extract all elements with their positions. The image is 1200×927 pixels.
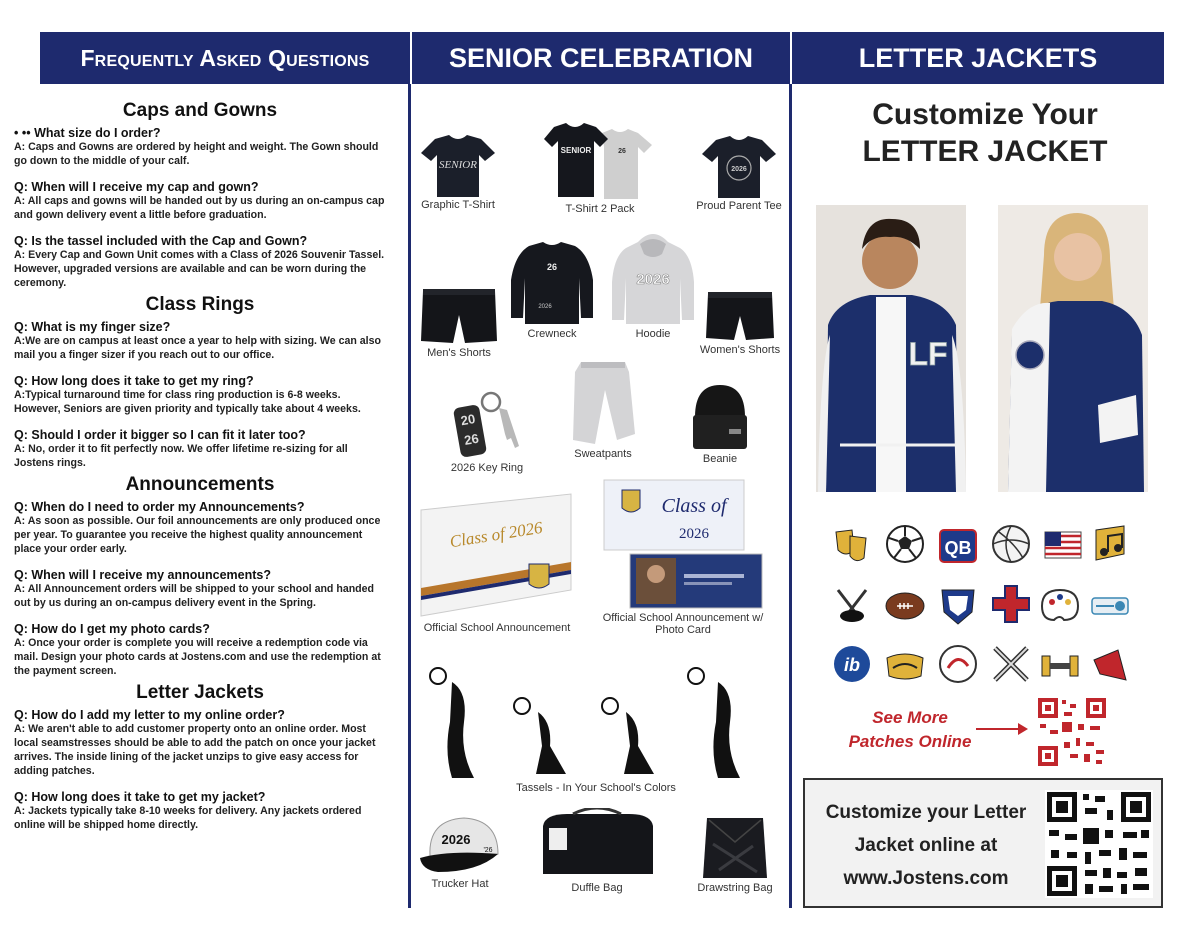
shorts-image bbox=[419, 287, 499, 345]
faq-question: Q: How long does it take to get my jacket? bbox=[14, 790, 266, 804]
product-label: Men's Shorts bbox=[427, 347, 491, 359]
patch-palette-icon bbox=[1040, 586, 1080, 626]
faq-question: Q: How do I get my photo cards? bbox=[14, 622, 210, 636]
arrow-right-icon bbox=[974, 720, 1030, 738]
patch-qb-icon bbox=[938, 526, 978, 566]
customize-online-box bbox=[803, 778, 1163, 908]
svg-text:20: 20 bbox=[459, 411, 477, 429]
product-announcement-photo bbox=[598, 478, 768, 636]
faq-column bbox=[14, 96, 386, 844]
patch-megaphone-icon bbox=[1090, 646, 1130, 686]
caps-gowns-title: Caps and Gowns bbox=[122, 100, 278, 121]
product-label: Trucker Hat bbox=[431, 878, 489, 890]
customize-title-line1: Customize Your bbox=[872, 98, 1098, 131]
faq-question-text: What size do I order? bbox=[34, 126, 161, 140]
faq-answer: A: As soon as possible. Our foil announcements are only produced once per year. To guarantee you receive the highest quality announcement place your order early. bbox=[14, 515, 381, 555]
faq-answer: A: Caps and Gowns are ordered by height and weight. The Gown should go down to the middle of your calf. bbox=[14, 141, 379, 167]
jacket-letter: LF bbox=[908, 336, 948, 372]
faq-question: Q: How long does it take to get my ring? bbox=[14, 374, 254, 388]
crew-print: 2026 bbox=[538, 304, 552, 310]
faq-answer: A: Every Cap and Gown Unit comes with a Class of 2026 Souvenir Tassel. However, upgraded versions are available and can be worn during the ceremony. bbox=[14, 249, 385, 289]
faq-question: Q: How do I add my letter to my online order? bbox=[14, 708, 285, 722]
jacket-photo-image bbox=[816, 205, 966, 492]
patch-flag-icon bbox=[1043, 526, 1083, 566]
product-label: Proud Parent Tee bbox=[696, 200, 782, 212]
duffle-image bbox=[537, 808, 657, 880]
hat-image bbox=[418, 814, 502, 876]
bullet-marks: • •• bbox=[14, 126, 31, 140]
product-key-ring bbox=[444, 390, 530, 474]
svg-text:26: 26 bbox=[463, 430, 480, 449]
keyring-image bbox=[447, 390, 527, 460]
tshirt-pack-image bbox=[540, 123, 660, 201]
patch-ib-icon bbox=[832, 644, 872, 684]
patch-band-icon bbox=[885, 646, 925, 686]
sweatpants-image bbox=[565, 360, 641, 446]
patch-football-icon bbox=[885, 586, 925, 626]
hat-print: '26 bbox=[483, 847, 493, 854]
patch-theatre-icon bbox=[832, 526, 872, 566]
beanie-image bbox=[689, 383, 751, 451]
column-divider bbox=[408, 84, 411, 908]
product-drawstring-bag bbox=[696, 814, 774, 894]
product-graphic-tee bbox=[416, 135, 500, 211]
faq-answer: A:We are on campus at least once a year to help with sizing. We can also mail you a finger sizer if you reach out to our office. bbox=[14, 335, 381, 361]
hoodie-image bbox=[610, 232, 696, 326]
product-label: Sweatpants bbox=[574, 448, 632, 460]
letter-jackets-faq-title: Letter Jackets bbox=[136, 682, 264, 703]
faq-answer: A: We aren't able to add customer property onto an online order. Most local seamstresses should be able to add the patch on once your jacket arrives. The inside lining of the jacket unzips to give easy access for adding patches. bbox=[14, 723, 376, 777]
hat-print: 2026 bbox=[441, 832, 471, 847]
faq-answer: A: All caps and gowns will be handed out by us during an on-campus cap and gown delivery event a little before graduation. bbox=[14, 195, 385, 221]
product-label: Official School Announcement w/ Photo Card bbox=[602, 612, 764, 636]
product-label: Official School Announcement bbox=[423, 622, 571, 634]
patch-crossed-sticks-icon bbox=[991, 644, 1031, 684]
faq-header: Frequently Asked Questions bbox=[40, 32, 410, 84]
faq-question: Q: When do I need to order my Announcements? bbox=[14, 500, 305, 514]
product-label: Tassels - In Your School's Colors bbox=[516, 782, 676, 794]
product-trucker-hat bbox=[418, 814, 502, 890]
product-tassels bbox=[416, 662, 776, 794]
column-divider bbox=[789, 84, 792, 908]
announcements-title: Announcements bbox=[125, 474, 275, 495]
faq-answer: A: Jackets typically take 8-10 weeks for delivery. Any jackets ordered online will be shipped home directly. bbox=[14, 805, 362, 831]
tshirt-image bbox=[702, 136, 776, 198]
drawstring-image bbox=[699, 814, 771, 880]
patch-volleyball-icon bbox=[991, 524, 1031, 564]
qr-code-icon[interactable] bbox=[1045, 790, 1153, 898]
class-rings-title: Class Rings bbox=[145, 294, 255, 315]
faq-answer: A: No, order it to fit perfectly now. We offer lifetime re-sizing for all Jostens rings. bbox=[14, 443, 348, 469]
qr-code-red-icon[interactable] bbox=[1036, 696, 1108, 768]
customize-online-text: Customize your Letter Jacket online at www.Jostens.com bbox=[825, 802, 1027, 889]
patch-medical-cross-icon bbox=[991, 584, 1031, 624]
patch-music-icon bbox=[1090, 524, 1130, 564]
faq-answer: A:Typical turnaround time for class ring production is 6-8 weeks. However, Seniors are given priority and typically take about 4 weeks. bbox=[14, 389, 361, 415]
faq-question: Q: When will I receive my cap and gown? bbox=[14, 180, 259, 194]
product-duffle-bag bbox=[534, 808, 660, 894]
faq-question: Q: Is the tassel included with the Cap and Gown? bbox=[14, 234, 308, 248]
faq-question: Q: When will I receive my announcements? bbox=[14, 568, 272, 582]
faq-answer: A: All Announcement orders will be shipped to your school and handed out by us during an on-campus delivery event in the Spring. bbox=[14, 583, 375, 609]
svg-text:2026: 2026 bbox=[731, 166, 747, 173]
product-sweatpants bbox=[557, 360, 649, 460]
patch-swim-icon bbox=[938, 644, 978, 684]
product-crewneck bbox=[506, 240, 598, 340]
shorts-image bbox=[704, 290, 776, 342]
product-label: Women's Shorts bbox=[699, 344, 781, 356]
patch-qb-text: QB bbox=[944, 538, 972, 558]
faq-answer: A: Once your order is complete you will receive a redemption code via mail. Design your photo cards at Jostens.com and use the redemption at the payment screen. bbox=[14, 637, 381, 677]
product-label: Beanie bbox=[702, 453, 738, 465]
product-announcement bbox=[418, 492, 576, 634]
svg-text:ib: ib bbox=[844, 655, 860, 675]
faq-question: Q: Should I order it bigger so I can fit it later too? bbox=[14, 428, 306, 442]
patch-hockey-icon bbox=[832, 586, 872, 626]
customize-title-line2: LETTER JACKET bbox=[862, 135, 1108, 168]
jacket-photo-image bbox=[998, 205, 1148, 492]
product-tshirt-2pack bbox=[538, 123, 662, 215]
see-more-patches-text: See More Patches Online bbox=[848, 708, 972, 751]
jacket-photo-male bbox=[816, 205, 966, 492]
faq-question: Q: What is my finger size? bbox=[14, 320, 171, 334]
announcement-photo-image bbox=[600, 478, 766, 610]
tee-print: SENIOR bbox=[439, 159, 477, 171]
product-label: Hoodie bbox=[635, 328, 671, 340]
product-beanie bbox=[680, 383, 760, 465]
product-label: Drawstring Bag bbox=[697, 882, 773, 894]
patch-weights-icon bbox=[1040, 646, 1080, 686]
patch-key-club-icon bbox=[1090, 586, 1130, 626]
patch-shield-icon bbox=[938, 586, 978, 626]
product-hoodie bbox=[605, 232, 701, 340]
svg-text:26: 26 bbox=[618, 148, 626, 155]
announcement-image bbox=[419, 492, 575, 620]
hoodie-print: 2026 bbox=[636, 271, 670, 288]
crewneck-image bbox=[509, 240, 595, 326]
senior-celebration-header: SENIOR CELEBRATION bbox=[412, 32, 790, 84]
product-label: T-Shirt 2 Pack bbox=[565, 203, 635, 215]
announcement-script: 2026 bbox=[679, 526, 709, 542]
product-proud-parent-tee bbox=[692, 136, 786, 212]
product-womens-shorts bbox=[694, 290, 786, 356]
svg-text:SENIOR: SENIOR bbox=[560, 146, 592, 155]
patch-soccer-icon bbox=[885, 524, 925, 564]
product-mens-shorts bbox=[416, 287, 502, 359]
faq-question bbox=[14, 126, 386, 140]
announcement-script: Class of bbox=[661, 495, 727, 517]
product-label: Duffle Bag bbox=[571, 882, 623, 894]
tassels-image bbox=[418, 662, 774, 780]
jacket-photo-female bbox=[998, 205, 1148, 492]
letter-jackets-header: LETTER JACKETS bbox=[792, 32, 1164, 84]
product-label: Crewneck bbox=[527, 328, 577, 340]
crew-print: 26 bbox=[546, 262, 558, 272]
product-label: Graphic T-Shirt bbox=[421, 199, 495, 211]
product-label: 2026 Key Ring bbox=[450, 462, 524, 474]
announcement-script: Class of 2026 bbox=[448, 517, 544, 552]
tshirt-image bbox=[421, 135, 495, 197]
customize-title bbox=[800, 96, 1170, 170]
